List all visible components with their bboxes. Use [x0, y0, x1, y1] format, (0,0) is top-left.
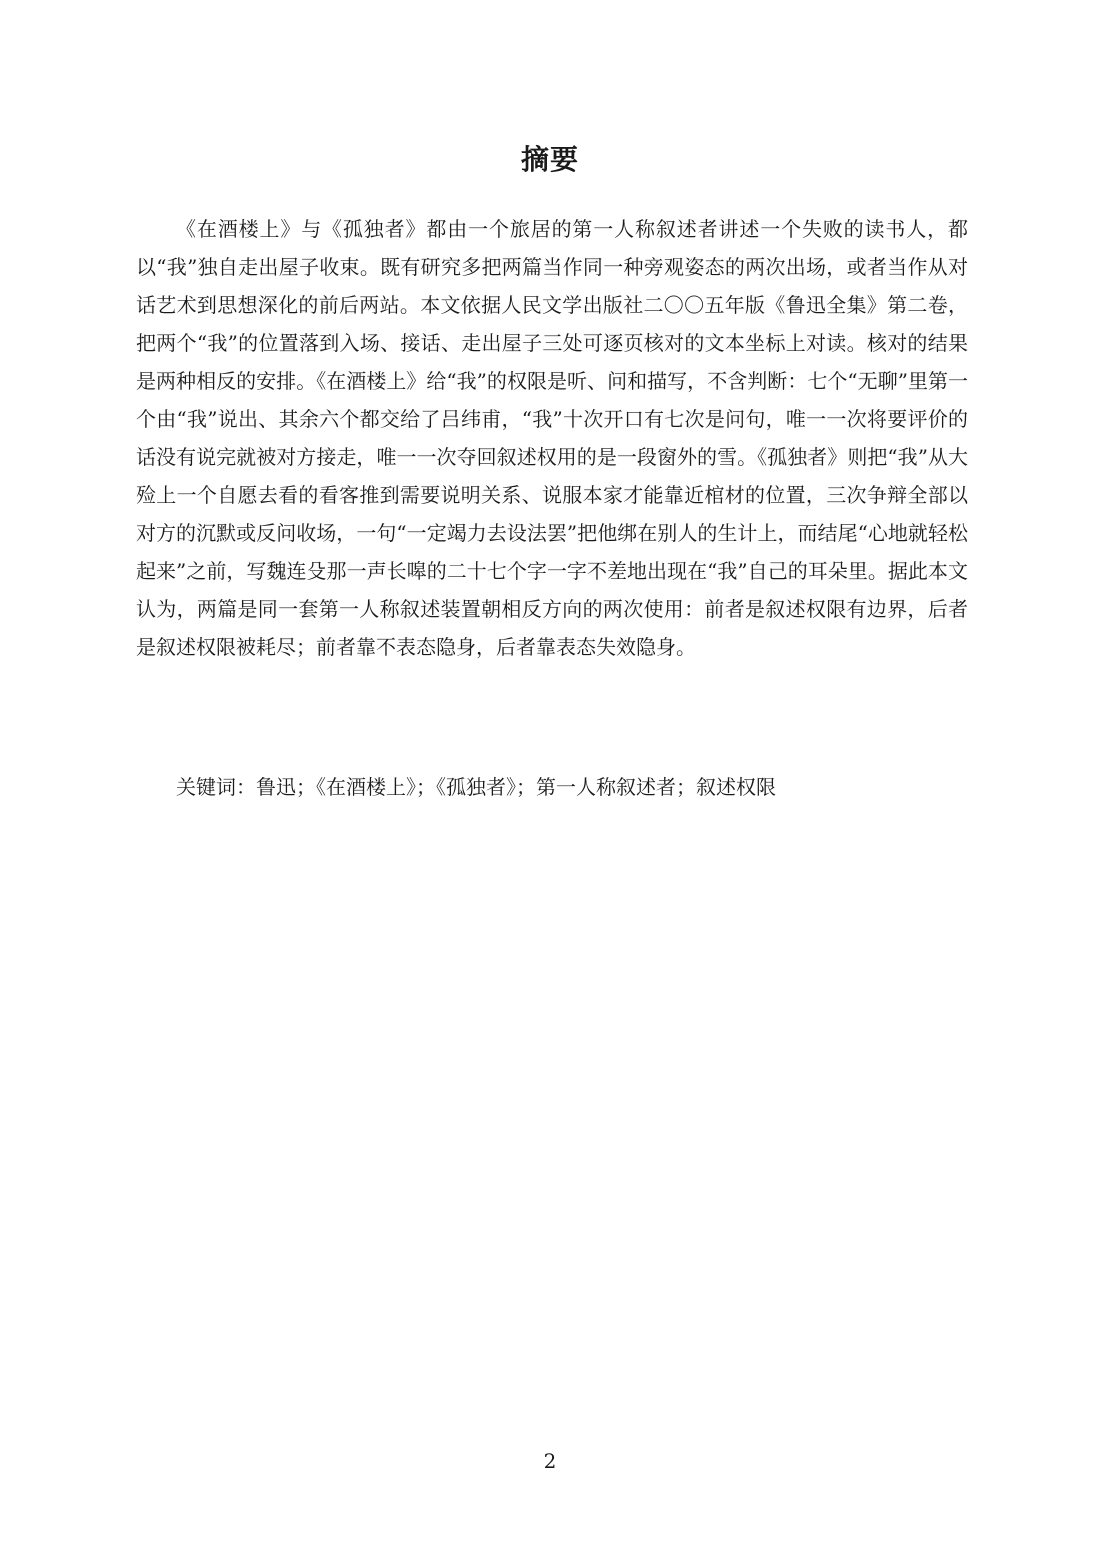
keywords-line: 关键词：鲁迅；《在酒楼上》；《孤独者》；第一人称叙述者；叙述权限 — [176, 775, 776, 799]
page-number: 2 — [543, 1449, 557, 1473]
abstract-paragraph: 《在酒楼上》与《孤独者》都由一个旅居的第一人称叙述者讲述一个失败的读书人，都以“我”独自走出屋子收束。既有研究多把两篇当作同一种旁观姿态的两次出场，或者当作从对话艺术到思想深化的前后两站。本文依据人民文学出版社二〇〇五年版《鲁迅全集》第二卷，把两个“我”的位置落到入场、接话、走出屋子三处可逐页核对的文本坐标上对读。核对的结果是两种相反的安排。《在酒楼上》给“我”的权限是听、问和描写，不含判断：七个“无聊”里第一个由“我”说出、其余六个都交给了吕纬甫，“我”十次开口有七次是问句，唯一一次将要评价的话没有说完就被对方接走，唯一一次夺回叙述权用的是一段窗外的雪。《孤独者》则把“我”从大殓上一个自愿去看的看客推到需要说明关系、说服本家才能靠近棺材的位置，三次争辩全部以对方的沉默或反问收场，一句“一定竭力去设法罢”把他绑在别人的生计上，而结尾“心地就轻松起来”之前，写魏连殳那一声长嗥的二十七个字一字不差地出现在“我”自己的耳朵里。据此本文认为，两篇是同一套第一人称叙述装置朝相反方向的两次使用：前者是叙述权限有边界，后者是叙述权限被耗尽；前者靠不表态隐身，后者靠表态失效隐身。 — [136, 217, 968, 659]
page-title: 摘要 — [520, 143, 579, 176]
